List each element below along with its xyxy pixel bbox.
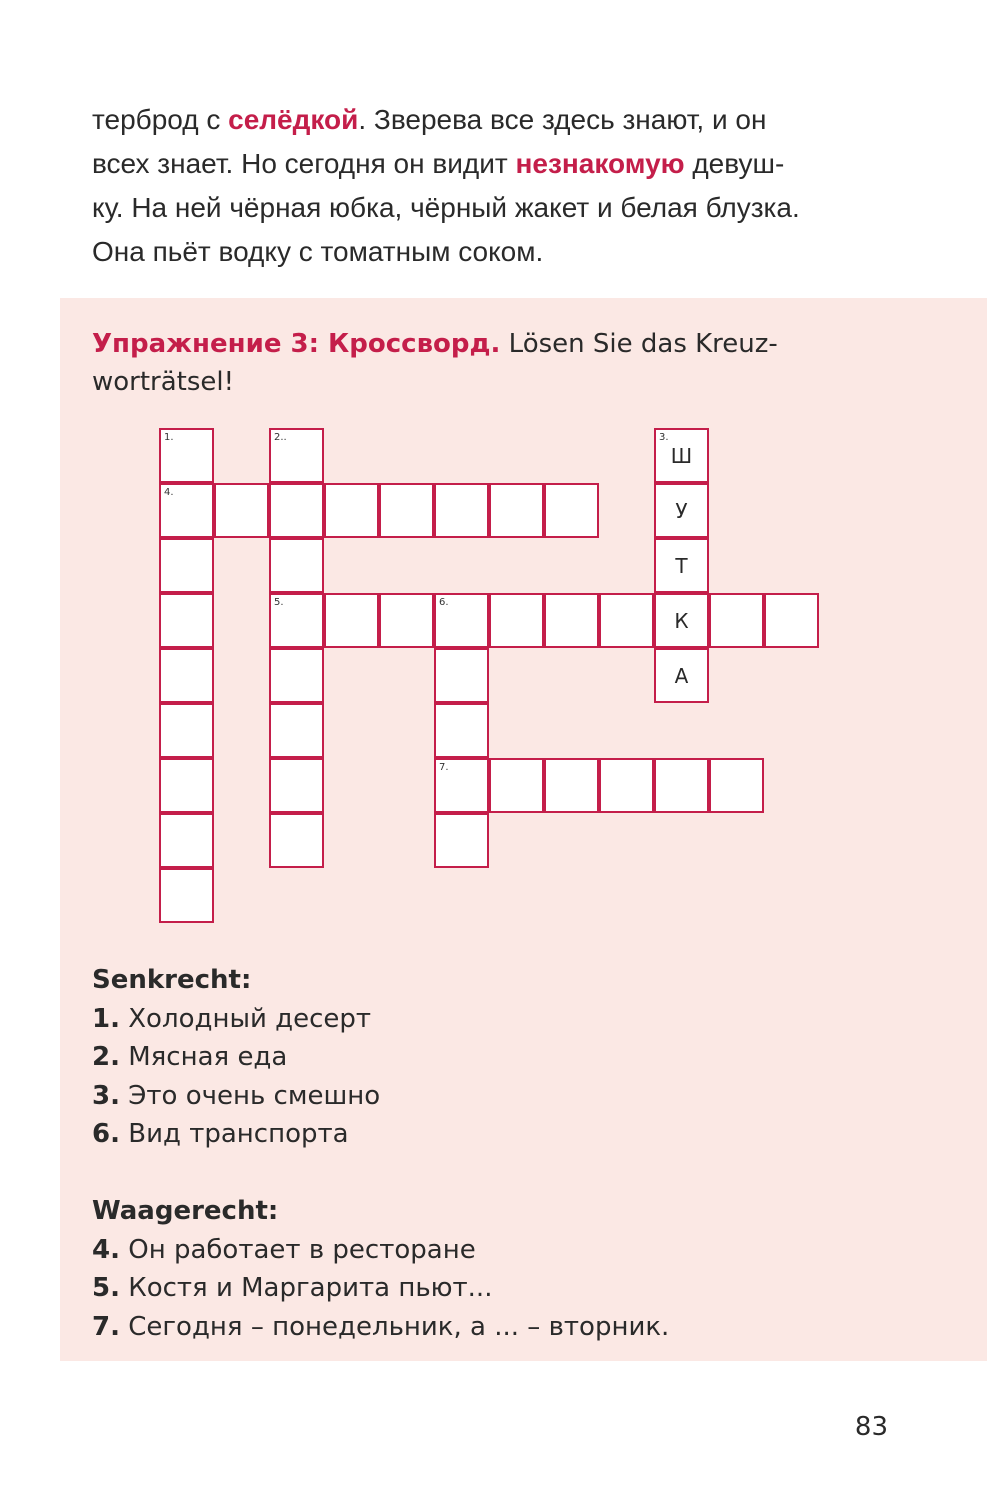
clue-item — [92, 1115, 852, 1154]
crossword-cell[interactable] — [434, 813, 489, 868]
clue-item — [92, 1077, 852, 1116]
clue-number-label: 7. — [439, 762, 449, 773]
story-text-segment: . Зверева все здесь знают, и он — [358, 104, 767, 135]
page-number: 83 — [854, 1412, 888, 1442]
clue-item — [92, 1308, 852, 1347]
clues-across-heading: Waagerecht: — [92, 1196, 279, 1226]
crossword-cell[interactable] — [544, 483, 599, 538]
story-line-1 — [92, 98, 888, 142]
crossword-cell[interactable] — [159, 648, 214, 703]
clue-number: 3. — [92, 1080, 120, 1111]
crossword-cell[interactable] — [599, 593, 654, 648]
story-line-2 — [92, 142, 888, 186]
crossword-cell[interactable] — [269, 593, 324, 648]
crossword-cell[interactable] — [544, 593, 599, 648]
clues-across — [92, 1192, 852, 1346]
crossword-cell[interactable] — [434, 703, 489, 758]
crossword-cell[interactable] — [159, 813, 214, 868]
crossword-cell[interactable] — [324, 593, 379, 648]
crossword-cell[interactable] — [709, 758, 764, 813]
crossword-cell[interactable] — [654, 648, 709, 703]
crossword-cell[interactable] — [159, 428, 214, 483]
cell-letter: К — [674, 608, 689, 633]
clue-number: 2. — [92, 1042, 120, 1072]
crossword-cell[interactable] — [159, 758, 214, 813]
crossword-cell[interactable] — [434, 758, 489, 813]
vocab-highlight: селёдкой — [228, 104, 359, 135]
crossword-cell[interactable] — [324, 483, 379, 538]
crossword-cell[interactable] — [764, 593, 819, 648]
clues-down — [92, 961, 852, 1154]
story-text-segment: девуш- — [684, 148, 785, 179]
crossword-cell[interactable] — [544, 758, 599, 813]
crossword-cell[interactable] — [654, 593, 709, 648]
story-text-segment: всех знает. Но сегодня он видит — [92, 148, 516, 179]
cell-letter: А — [674, 663, 689, 688]
clue-number-label: 5. — [274, 597, 284, 608]
crossword-cell[interactable] — [159, 703, 214, 758]
clue-text: Вид транспорта — [119, 1119, 349, 1149]
crossword-cell[interactable] — [214, 483, 269, 538]
crossword-cell[interactable] — [654, 538, 709, 593]
clue-number-label: 4. — [164, 487, 174, 498]
clue-number-label: 6. — [439, 597, 449, 608]
cell-letter: Т — [675, 553, 688, 578]
clue-text: Костя и Маргарита пьют... — [119, 1273, 493, 1303]
story-line-4: Она пьёт водку с томатным соком. — [92, 236, 544, 267]
crossword-cell[interactable] — [489, 483, 544, 538]
clue-number-label: 3. — [659, 432, 669, 443]
crossword-cell[interactable] — [434, 648, 489, 703]
crossword-cell[interactable] — [269, 428, 324, 483]
exercise-title: Упражнение 3: Кроссворд. — [92, 329, 501, 359]
clue-item — [92, 1000, 852, 1039]
crossword-cell[interactable] — [269, 813, 324, 868]
vocab-highlight: незнакомую — [515, 148, 685, 179]
exercise-heading — [92, 325, 852, 401]
crossword-cell[interactable] — [434, 593, 489, 648]
clue-number: 5. — [92, 1273, 120, 1303]
clue-item — [92, 1269, 852, 1308]
crossword-cell[interactable] — [269, 703, 324, 758]
clues-down-heading: Senkrecht: — [92, 965, 252, 995]
crossword-cell[interactable] — [654, 758, 709, 813]
clue-item — [92, 1231, 852, 1270]
clue-number-label: 2.. — [274, 432, 287, 443]
crossword-cell[interactable] — [654, 483, 709, 538]
clue-number: 4. — [92, 1234, 120, 1265]
clue-text: Мясная еда — [119, 1042, 288, 1072]
crossword-cell[interactable] — [159, 593, 214, 648]
clue-number: 1. — [92, 1003, 120, 1034]
crossword-cell[interactable] — [599, 758, 654, 813]
crossword-cell[interactable] — [269, 483, 324, 538]
crossword-cell[interactable] — [709, 593, 764, 648]
clue-number: 7. — [92, 1311, 120, 1342]
clue-text: Это очень смешно — [119, 1080, 381, 1111]
clue-item — [92, 1038, 852, 1077]
story-line-3: ку. На ней чёрная юбка, чёрный жакет и белая блузка. — [92, 192, 800, 223]
crossword-cell[interactable] — [269, 538, 324, 593]
clue-text: Он работает в ресторане — [119, 1234, 476, 1265]
crossword-cell[interactable] — [159, 868, 214, 923]
crossword-cell[interactable] — [379, 593, 434, 648]
crossword-cell[interactable] — [159, 538, 214, 593]
clue-number-label: 1. — [164, 432, 174, 443]
exercise-instruction: Lösen Sie das Kreuz-worträtsel! — [92, 329, 778, 397]
crossword-cell[interactable] — [379, 483, 434, 538]
crossword-cell[interactable] — [654, 428, 709, 483]
crossword-cell[interactable] — [159, 483, 214, 538]
crossword-cell[interactable] — [269, 758, 324, 813]
clue-number: 6. — [92, 1119, 120, 1149]
crossword-cell[interactable] — [489, 758, 544, 813]
crossword-cell[interactable] — [489, 593, 544, 648]
crossword-cell[interactable] — [269, 648, 324, 703]
story-text — [92, 98, 888, 274]
cell-letter: Ш — [670, 443, 693, 468]
clue-text: Сегодня – понедельник, а ... – вторник. — [119, 1311, 670, 1342]
crossword-cell[interactable] — [434, 483, 489, 538]
cell-letter: У — [675, 498, 688, 523]
clue-text: Холодный десерт — [119, 1003, 372, 1034]
story-text-segment: терброд с — [92, 104, 229, 135]
